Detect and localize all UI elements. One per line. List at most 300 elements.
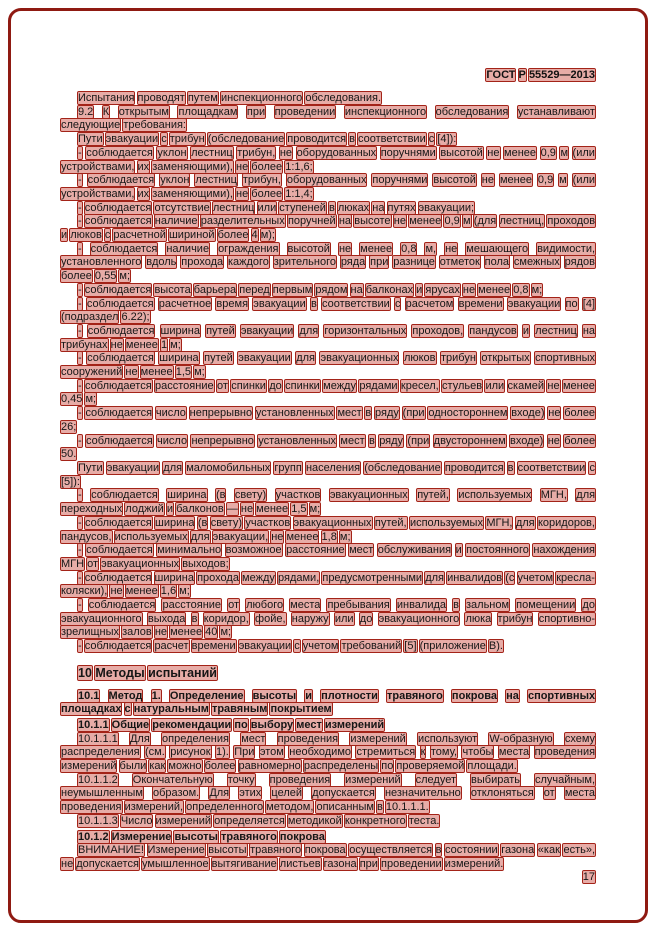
ocr-word: измерений, — [124, 801, 184, 814]
ocr-word: более — [564, 407, 596, 420]
ocr-word: (приложение — [419, 640, 486, 653]
ocr-word: для — [576, 489, 596, 502]
ocr-word: проверяемой — [396, 760, 465, 773]
ocr-word: теста. — [408, 814, 440, 827]
paragraph — [61, 815, 595, 829]
ocr-word: определенного — [186, 801, 264, 814]
paragraph — [61, 435, 595, 462]
ocr-word: наличие — [154, 215, 198, 228]
ocr-word: не — [548, 407, 561, 420]
ocr-word: или — [334, 612, 354, 625]
ocr-word: эвакуации — [240, 324, 294, 337]
ocr-word: 10.1.1.2 — [78, 773, 118, 786]
ocr-word: заменяющими), — [152, 160, 233, 173]
ocr-word: не — [445, 242, 458, 255]
ocr-word: путей, — [374, 516, 407, 529]
ocr-word: спортивных — [527, 689, 596, 702]
ocr-word: с — [104, 229, 111, 242]
ocr-word: эвакуационных — [329, 489, 408, 502]
ocr-word: не — [110, 585, 123, 598]
ocr-word: балконов — [176, 503, 224, 516]
ocr-word: шириной — [168, 229, 215, 242]
paragraph — [61, 462, 595, 489]
ocr-word: барьера — [193, 283, 237, 296]
ocr-word: этих — [239, 787, 262, 800]
ocr-word: в — [453, 599, 459, 612]
ocr-word: установленного — [61, 256, 142, 269]
ocr-word: не — [487, 146, 500, 159]
ocr-word: м; — [220, 626, 232, 639]
ocr-word: м; — [85, 393, 97, 406]
ocr-word: коридоров, — [537, 516, 595, 529]
ocr-word: менее — [256, 503, 289, 516]
ocr-word: учетом — [302, 640, 339, 653]
ocr-word: мест — [337, 407, 362, 420]
ocr-word: не — [547, 379, 560, 392]
ocr-word: (при — [402, 407, 425, 420]
ocr-word: оборудованных — [286, 174, 367, 187]
ocr-word: испытаний — [148, 665, 217, 680]
ocr-word: и — [166, 503, 173, 516]
ocr-word: каждого — [227, 256, 269, 269]
ocr-word: балконах — [365, 283, 414, 296]
ocr-word: заменяющими), — [152, 187, 233, 200]
ocr-word: 10.1.2 — [78, 830, 109, 843]
ocr-word: Число — [120, 814, 153, 827]
ocr-word: - — [78, 516, 82, 529]
ocr-word: эвакуации — [507, 297, 561, 310]
ocr-word: 10.1.1.3 — [78, 814, 118, 827]
ocr-word: по — [234, 718, 248, 731]
ocr-word: инвалидов — [447, 571, 503, 584]
ocr-word: 1. — [151, 689, 161, 702]
ocr-word: высоты — [208, 844, 247, 857]
ocr-word: рисунок — [170, 746, 211, 759]
ocr-word: — — [226, 503, 238, 516]
ocr-word: - — [78, 599, 82, 612]
ocr-word: поручнями — [380, 146, 436, 159]
ocr-word: (в — [197, 516, 208, 529]
ocr-word: - — [78, 283, 82, 296]
ocr-word: между — [323, 379, 356, 392]
ocr-word: м — [560, 146, 568, 159]
paragraph — [61, 284, 595, 298]
ocr-word: соблюдается — [84, 640, 152, 653]
ocr-word: соблюдается — [88, 599, 156, 612]
ocr-word: используемых — [458, 489, 532, 502]
ocr-word: проведении — [381, 857, 442, 870]
ocr-word: МГН — [61, 557, 85, 570]
ocr-word: 10 — [78, 665, 92, 680]
ocr-word: равномерно — [238, 760, 301, 773]
ocr-word: ограждения — [218, 242, 279, 255]
ocr-word: трибун — [441, 352, 476, 365]
ocr-word: следует — [415, 773, 457, 786]
ocr-word: перед — [239, 283, 270, 296]
ocr-word: [4]): — [437, 133, 457, 146]
ocr-word: [5] — [404, 640, 417, 653]
ocr-word: соблюдается — [87, 352, 154, 365]
ocr-word: соблюдается — [87, 174, 155, 187]
ocr-word: Методы — [95, 665, 145, 680]
ocr-word: наружу — [291, 612, 329, 625]
paragraph — [61, 572, 595, 599]
ocr-word: постоянного — [466, 544, 529, 557]
ocr-word: открытых — [481, 352, 530, 365]
ocr-word: число — [157, 434, 188, 447]
ocr-word: 1). — [215, 746, 229, 759]
ocr-word: видимости, — [537, 242, 596, 255]
ocr-word: осуществляется — [349, 844, 433, 857]
ocr-word: мест — [241, 732, 266, 745]
ocr-word: фойе, — [255, 612, 286, 625]
ocr-word: более — [564, 434, 596, 447]
ocr-word: в — [191, 612, 198, 625]
paragraph — [61, 298, 595, 325]
paragraph — [61, 733, 595, 774]
ocr-word: не — [338, 242, 352, 255]
ocr-word: на — [372, 201, 385, 214]
ocr-word: расчетное — [158, 297, 212, 310]
ocr-word: соблюдается — [87, 324, 155, 337]
ocr-word: не — [279, 146, 293, 159]
ocr-word: отметок — [439, 256, 480, 269]
ocr-word: мест — [340, 434, 365, 447]
ocr-word: для — [296, 352, 316, 365]
ocr-word: методом, — [266, 801, 314, 814]
ocr-word: люков — [403, 352, 436, 365]
ocr-word: следующие — [61, 119, 121, 132]
ocr-word: отсутствие — [154, 201, 210, 214]
ocr-word: м — [559, 174, 567, 187]
ocr-word: травяного — [221, 830, 277, 843]
ocr-word: выбору — [250, 718, 294, 731]
ocr-word: не — [481, 174, 494, 187]
ocr-word: м; — [531, 283, 543, 296]
ocr-word: в — [349, 133, 355, 146]
ocr-word: в — [435, 844, 442, 857]
paragraph — [61, 844, 595, 871]
ocr-word: (с — [505, 571, 515, 584]
ocr-word: рядом — [315, 283, 348, 296]
ocr-word: на — [582, 324, 596, 337]
ocr-word: измерений — [155, 814, 211, 827]
paragraph — [61, 407, 595, 434]
ocr-word: установленных — [258, 434, 337, 447]
ocr-word: или — [257, 201, 277, 214]
ocr-word: лестниц — [191, 146, 233, 159]
subsection-heading — [61, 690, 595, 717]
ocr-word: предусмотренными — [322, 571, 423, 584]
ocr-word: по — [381, 760, 394, 773]
ocr-word: используемых — [114, 530, 188, 543]
ocr-word: - — [78, 242, 82, 255]
ocr-word: 50. — [61, 448, 77, 461]
ocr-word: менее — [286, 530, 319, 543]
paragraph — [61, 517, 595, 544]
paragraph — [61, 133, 595, 147]
ocr-word: неумышленным — [61, 787, 143, 800]
ocr-word: в — [328, 201, 335, 214]
ocr-word: Определение — [169, 689, 244, 702]
paragraph — [61, 774, 595, 815]
ocr-word: эвакуационных — [293, 516, 372, 529]
ocr-word: описанным — [316, 801, 374, 814]
ocr-word: рядами, — [278, 571, 320, 584]
ocr-word: требования: — [123, 119, 186, 132]
ocr-word: эвакуационных — [320, 352, 399, 365]
ocr-word: 10.1.1 — [78, 718, 109, 731]
ocr-word: до — [359, 612, 373, 625]
ocr-word: с — [294, 640, 300, 653]
ocr-word: любого — [246, 599, 284, 612]
ocr-word: Испытания — [78, 92, 135, 104]
ocr-word: 0,9 — [444, 215, 460, 228]
ocr-word: рекомендации — [152, 718, 232, 731]
ocr-word: с — [394, 297, 401, 310]
ocr-word: м; — [179, 585, 190, 598]
ocr-word: отклоняться — [470, 787, 534, 800]
ocr-word: разделительных — [200, 215, 285, 228]
ocr-word: зрительного — [273, 256, 336, 269]
ocr-word: места — [498, 746, 530, 759]
ocr-word: 4 — [251, 229, 258, 242]
ocr-word: не — [462, 283, 476, 296]
ocr-word: ряда — [340, 256, 366, 269]
ocr-word: соблюдается — [86, 544, 153, 557]
ocr-word: эвакуационного — [61, 612, 142, 625]
ocr-word: МГН, — [540, 489, 567, 502]
document-code-header — [61, 69, 595, 81]
ocr-word: путей — [206, 324, 235, 337]
ocr-word: газона — [323, 857, 357, 870]
ocr-word: вытягивание — [211, 857, 277, 870]
ocr-word: пола — [484, 256, 510, 269]
ocr-word: времени — [458, 297, 503, 310]
ocr-word: стульев — [442, 379, 483, 392]
ocr-word: входе) — [511, 407, 545, 420]
ocr-word: умышленное — [142, 857, 209, 870]
ocr-word: инспекционного — [344, 105, 427, 118]
ocr-word: менее — [125, 338, 158, 351]
ocr-word: трибунах — [61, 338, 108, 351]
ocr-word: используемых — [409, 516, 483, 529]
ocr-word: лестниц — [212, 201, 255, 214]
ocr-word: непрерывно — [191, 434, 254, 447]
ocr-word: трибун — [169, 133, 205, 146]
ocr-word: люках — [337, 201, 370, 214]
ocr-word: - — [78, 324, 82, 337]
ocr-word: с — [589, 461, 595, 474]
ocr-word: не — [61, 857, 74, 870]
ocr-word: путем — [187, 92, 218, 104]
ocr-word: 0,9 — [540, 146, 556, 159]
ocr-word: эвакуации — [238, 352, 291, 365]
ocr-word: до — [582, 599, 595, 612]
ocr-word: расстояние — [155, 379, 214, 392]
ocr-word: м; — [170, 338, 181, 351]
paragraph — [61, 147, 595, 174]
ocr-word: поручней — [287, 215, 336, 228]
ocr-word: площадкам — [178, 105, 238, 118]
ocr-word: менее — [125, 585, 158, 598]
ocr-word: более — [204, 760, 236, 773]
ocr-word: в — [365, 407, 372, 420]
ocr-word: места — [564, 787, 596, 800]
ocr-word: не — [236, 187, 249, 200]
ocr-word: спинки — [231, 379, 266, 392]
ocr-word: (или — [572, 146, 595, 159]
ocr-word: инспекционного — [220, 92, 303, 104]
ocr-word: требований — [341, 640, 402, 653]
ocr-word: 17 — [582, 871, 595, 883]
ocr-word: высотой — [433, 174, 476, 187]
ocr-word: м, — [425, 242, 437, 255]
ocr-word: установленных — [255, 407, 334, 420]
ocr-word: не — [393, 215, 406, 228]
ocr-word: натуральным — [133, 703, 209, 716]
ocr-word: газона — [501, 844, 535, 857]
ocr-word: непрерывно — [189, 407, 253, 420]
ocr-word: устройствами, — [61, 187, 135, 200]
ocr-word: соответствии — [517, 461, 586, 474]
ocr-word: - — [78, 174, 82, 187]
ocr-word: для — [190, 530, 210, 543]
ocr-word: (или — [572, 174, 596, 187]
ocr-word: при — [359, 857, 378, 870]
ocr-word: соответствии — [358, 133, 426, 146]
ocr-word: время — [216, 297, 249, 310]
ocr-word: между — [242, 571, 275, 584]
ocr-word: расстояние — [286, 544, 345, 557]
ocr-word: не — [236, 160, 249, 173]
ocr-word: - — [78, 640, 82, 653]
ocr-word: (в — [215, 489, 226, 502]
ocr-word: ширина — [167, 489, 207, 502]
ocr-word: расчетом — [405, 297, 454, 310]
ocr-word: участков — [275, 489, 321, 502]
ocr-word: помещении — [516, 599, 576, 612]
ocr-word: необходимо — [289, 746, 352, 759]
ocr-word: для — [515, 516, 535, 529]
ocr-word: случайным, — [535, 773, 596, 786]
ocr-word: соблюдается — [85, 516, 152, 529]
ocr-word: 0,9 — [537, 174, 554, 187]
ocr-word: сооружений — [61, 366, 123, 379]
ocr-word: от — [228, 599, 240, 612]
ocr-word: 0,8 — [401, 242, 417, 255]
ocr-word: этом — [259, 746, 284, 759]
ocr-word: проведения — [61, 801, 122, 814]
ocr-word: - — [78, 544, 82, 557]
ocr-word: люка — [465, 612, 492, 625]
ocr-word: образом. — [153, 787, 200, 800]
ocr-word: эвакуации, — [212, 530, 269, 543]
ocr-word: измерений — [345, 773, 401, 786]
ocr-word: Измерение — [147, 844, 205, 857]
ocr-word: травяного — [387, 689, 443, 702]
ocr-word: высоты — [174, 830, 218, 843]
document-content — [61, 92, 595, 872]
ocr-word: были — [119, 760, 147, 773]
ocr-word: высотой — [287, 242, 330, 255]
ocr-word: лоджий — [125, 503, 164, 516]
ocr-word: на — [506, 689, 519, 702]
ocr-word: менее — [409, 215, 442, 228]
ocr-word: не — [547, 434, 560, 447]
paragraph — [61, 325, 595, 352]
ocr-word: лестниц — [535, 324, 577, 337]
paragraph — [61, 106, 595, 133]
ocr-word: ширина — [159, 352, 199, 365]
ocr-word: соблюдается — [86, 146, 153, 159]
ocr-word: групп — [274, 461, 302, 474]
ocr-word: соблюдается — [84, 201, 152, 214]
ocr-word: (обследование — [364, 461, 441, 474]
paragraph — [61, 599, 595, 640]
paragraph — [61, 380, 595, 407]
ocr-word: тому, — [430, 746, 458, 759]
ocr-word: (подраздел — [61, 311, 119, 324]
ocr-word: незначительно — [384, 787, 461, 800]
ocr-word: МГН, — [486, 516, 513, 529]
ocr-word: рядами — [359, 379, 398, 392]
ocr-word: уклон — [160, 174, 190, 187]
ocr-word: не — [110, 338, 123, 351]
ocr-word: прохода — [181, 256, 224, 269]
ocr-word: ступеней — [279, 201, 326, 214]
ocr-word: в — [507, 461, 514, 474]
ocr-word: - — [78, 215, 82, 228]
ocr-word: в — [377, 801, 383, 814]
ocr-word: до — [269, 379, 282, 392]
ocr-word: менее — [478, 283, 511, 296]
ocr-word: допускается — [76, 857, 139, 870]
ocr-word: расчет — [154, 640, 189, 653]
ocr-word: спортивно-зрелищных — [61, 612, 596, 639]
ocr-word: соблюдается — [84, 571, 152, 584]
ocr-word: Общие — [111, 718, 150, 731]
ocr-word: плотности — [321, 689, 378, 702]
ocr-word: входе) — [510, 434, 544, 447]
ocr-word: - — [78, 297, 82, 310]
paragraph — [61, 243, 595, 284]
ocr-word: 1:1,6; — [285, 160, 313, 173]
ocr-word: проведения — [269, 773, 331, 786]
ocr-word: ширина — [160, 324, 200, 337]
ocr-word: «как — [537, 844, 560, 857]
ocr-word: от — [216, 379, 228, 392]
ocr-word: измерений. — [444, 857, 504, 870]
ocr-word: 0,55 — [94, 270, 117, 283]
ocr-word: Для — [129, 732, 150, 745]
ocr-word: - — [78, 352, 82, 365]
ocr-word: возможное — [225, 544, 282, 557]
ocr-word: определения — [162, 732, 229, 745]
ocr-word: более — [61, 270, 92, 283]
ocr-word: м; — [194, 366, 205, 379]
ocr-word: соблюдается — [86, 297, 154, 310]
ocr-word: для — [299, 324, 319, 337]
ocr-word: более — [251, 160, 283, 173]
ocr-word: высотой — [440, 146, 483, 159]
ocr-word: минимально — [157, 544, 222, 557]
ocr-word: 6.22); — [121, 311, 150, 324]
ocr-word: поручнями — [372, 174, 428, 187]
ocr-word: менее — [140, 366, 173, 379]
ocr-word: населения — [305, 461, 361, 474]
ocr-word: 1,5 — [291, 503, 307, 516]
